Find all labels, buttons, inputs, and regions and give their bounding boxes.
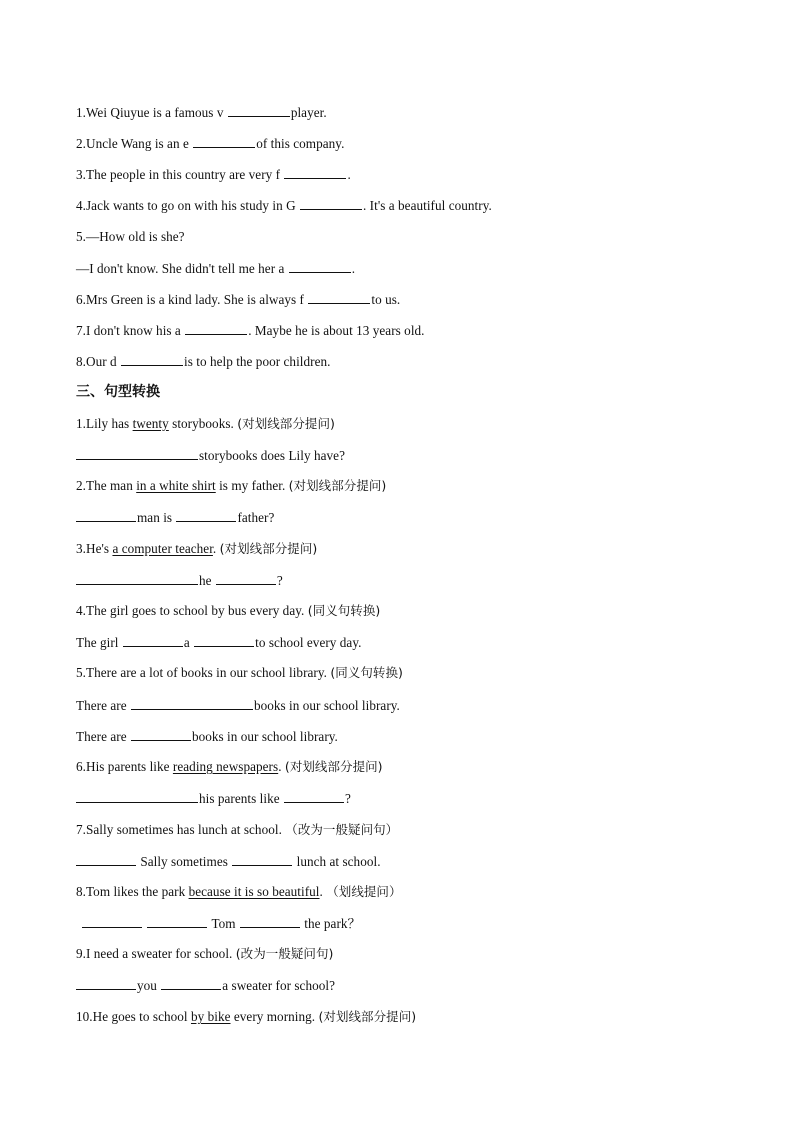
item-text-after: is to help the poor children. xyxy=(184,354,331,369)
answer-blank[interactable] xyxy=(308,291,370,304)
item-text: 6.Mrs Green is a kind lady. She is always f xyxy=(76,292,308,307)
answer-blank[interactable] xyxy=(228,104,290,117)
answer-text: a xyxy=(183,635,194,650)
item-text: 3.The people in this country are very f xyxy=(76,167,284,182)
answer-blank[interactable] xyxy=(76,447,198,460)
underlined-part: by bike xyxy=(190,1009,231,1024)
question-2 xyxy=(76,478,386,494)
question-8 xyxy=(76,884,402,900)
instruction-note: (同义句转换) xyxy=(330,665,403,680)
answer-blank[interactable] xyxy=(123,634,183,647)
answer-blank[interactable] xyxy=(76,790,198,803)
answer-4 xyxy=(76,634,361,651)
answer-blank[interactable] xyxy=(76,977,136,990)
instruction-note: （改为一般疑问句） xyxy=(285,822,399,837)
answer-text: ? xyxy=(345,791,351,806)
answer-text: ? xyxy=(276,573,283,588)
question-10 xyxy=(76,1009,416,1025)
question-text: . xyxy=(212,541,220,556)
answer-text: he xyxy=(199,573,215,588)
answer-text: a sweater for school? xyxy=(222,978,336,993)
item-text: 2.Uncle Wang is an e xyxy=(76,136,193,151)
instruction-note: (对划线部分提问) xyxy=(284,759,383,774)
instruction-note: (对划线部分提问) xyxy=(219,541,318,556)
item-text-after: to us. xyxy=(371,292,401,307)
question-text: 7.Sally sometimes has lunch at school. xyxy=(76,822,286,837)
question-4 xyxy=(76,603,380,619)
question-text: storybooks. xyxy=(168,416,238,431)
item-text-after: . Maybe he is about 13 years old. xyxy=(248,323,425,338)
answer-6 xyxy=(76,790,351,807)
answer-5b xyxy=(76,728,338,745)
answer-text: father? xyxy=(237,510,275,525)
answer-blank[interactable] xyxy=(194,634,254,647)
answer-blank[interactable] xyxy=(176,509,236,522)
answer-text: man is xyxy=(137,510,176,525)
answer-7 xyxy=(76,853,381,870)
section-heading: 三、句型转换 xyxy=(76,384,160,400)
answer-text: Tom xyxy=(208,916,239,931)
answer-blank[interactable] xyxy=(300,197,362,210)
answer-blank[interactable] xyxy=(216,572,276,585)
item-text: 7.I don't know his a xyxy=(76,323,185,338)
answer-text: books in our school library. xyxy=(253,698,400,713)
instruction-note: (同义句转换) xyxy=(307,603,381,618)
item-text-after: . xyxy=(351,261,356,276)
answer-text: storybooks does Lily have? xyxy=(199,448,345,463)
item-text-after: of this company. xyxy=(256,136,345,151)
answer-blank[interactable] xyxy=(284,166,346,179)
fill-item-4 xyxy=(76,197,492,214)
answer-blank[interactable] xyxy=(76,572,198,585)
underlined-part: reading newspapers xyxy=(172,759,279,774)
answer-blank[interactable] xyxy=(185,322,247,335)
fill-item-7 xyxy=(76,322,425,339)
question-text: is my father. xyxy=(215,478,289,493)
item-text: —I don't know. She didn't tell me her a xyxy=(76,261,288,276)
answer-blank[interactable] xyxy=(289,260,351,273)
fill-item-3 xyxy=(76,166,351,183)
answer-5a xyxy=(76,697,400,714)
answer-blank[interactable] xyxy=(131,728,191,741)
question-text: 6.His parents like xyxy=(76,759,173,774)
answer-text: the park？ xyxy=(300,916,361,931)
question-text: every morning. xyxy=(230,1009,319,1024)
answer-blank[interactable] xyxy=(240,915,300,928)
item-text: 4.Jack wants to go on with his study in G xyxy=(76,198,299,213)
question-9 xyxy=(76,946,333,962)
answer-blank[interactable] xyxy=(121,353,183,366)
instruction-note: (对划线部分提问) xyxy=(288,478,387,493)
question-text: 2.The man xyxy=(76,478,137,493)
answer-blank[interactable] xyxy=(82,915,142,928)
answer-blank[interactable] xyxy=(76,853,136,866)
question-text: 5.There are a lot of books in our school library. xyxy=(76,665,331,680)
question-7 xyxy=(76,822,398,838)
answer-text: Sally sometimes xyxy=(137,854,232,869)
question-3 xyxy=(76,541,317,557)
answer-1 xyxy=(76,447,345,464)
underlined-part: in a white shirt xyxy=(136,478,216,493)
answer-text: you xyxy=(137,978,161,993)
question-text: 10.He goes to school xyxy=(76,1009,191,1024)
answer-blank[interactable] xyxy=(147,915,207,928)
answer-text: to school every day. xyxy=(255,635,362,650)
fill-item-1 xyxy=(76,104,327,121)
answer-text: lunch at school. xyxy=(293,854,381,869)
question-text: . xyxy=(278,759,285,774)
question-text: 8.Tom likes the park xyxy=(76,884,189,899)
instruction-note: （划线提问） xyxy=(326,884,402,899)
question-5 xyxy=(76,665,403,681)
answer-text: There are xyxy=(76,698,130,713)
answer-blank[interactable] xyxy=(161,977,221,990)
fill-item-5-answer xyxy=(76,260,355,277)
item-text-after: . It's a beautiful country. xyxy=(362,198,492,213)
question-text: 3.He's xyxy=(76,541,113,556)
underlined-part: a computer teacher xyxy=(112,541,213,556)
question-text: . xyxy=(319,884,327,899)
underlined-part: twenty xyxy=(132,416,169,431)
fill-item-6 xyxy=(76,291,400,308)
answer-blank[interactable] xyxy=(193,135,255,148)
answer-blank[interactable] xyxy=(131,697,253,710)
fill-item-2 xyxy=(76,135,344,152)
item-text-after: . xyxy=(347,167,351,182)
answer-8 xyxy=(82,915,361,932)
answer-9 xyxy=(76,977,335,994)
answer-blank[interactable] xyxy=(284,790,344,803)
answer-text: books in our school library. xyxy=(191,729,338,744)
item-text: 5.—How old is she? xyxy=(76,229,185,244)
answer-blank[interactable] xyxy=(232,853,292,866)
answer-blank[interactable] xyxy=(76,509,136,522)
instruction-note: (对划线部分提问) xyxy=(318,1009,417,1024)
answer-3 xyxy=(76,572,283,589)
item-text-after: player. xyxy=(290,105,327,120)
question-text: 1.Lily has xyxy=(76,416,133,431)
question-1 xyxy=(76,416,335,432)
underlined-part: because it is so beautiful xyxy=(188,884,320,899)
instruction-note: (对划线部分提问) xyxy=(237,416,335,431)
fill-item-5-question xyxy=(76,229,185,245)
question-6 xyxy=(76,759,383,775)
answer-text: his parents like xyxy=(199,791,283,806)
answer-2 xyxy=(76,509,274,526)
answer-text: There are xyxy=(76,729,130,744)
item-text: 1.Wei Qiuyue is a famous v xyxy=(76,105,227,120)
question-text: 9.I need a sweater for school. xyxy=(76,946,236,961)
fill-item-8 xyxy=(76,353,330,370)
instruction-note: (改为一般疑问句) xyxy=(235,946,334,961)
question-text: 4.The girl goes to school by bus every day. xyxy=(76,603,308,618)
answer-text: The girl xyxy=(76,635,122,650)
item-text: 8.Our d xyxy=(76,354,120,369)
